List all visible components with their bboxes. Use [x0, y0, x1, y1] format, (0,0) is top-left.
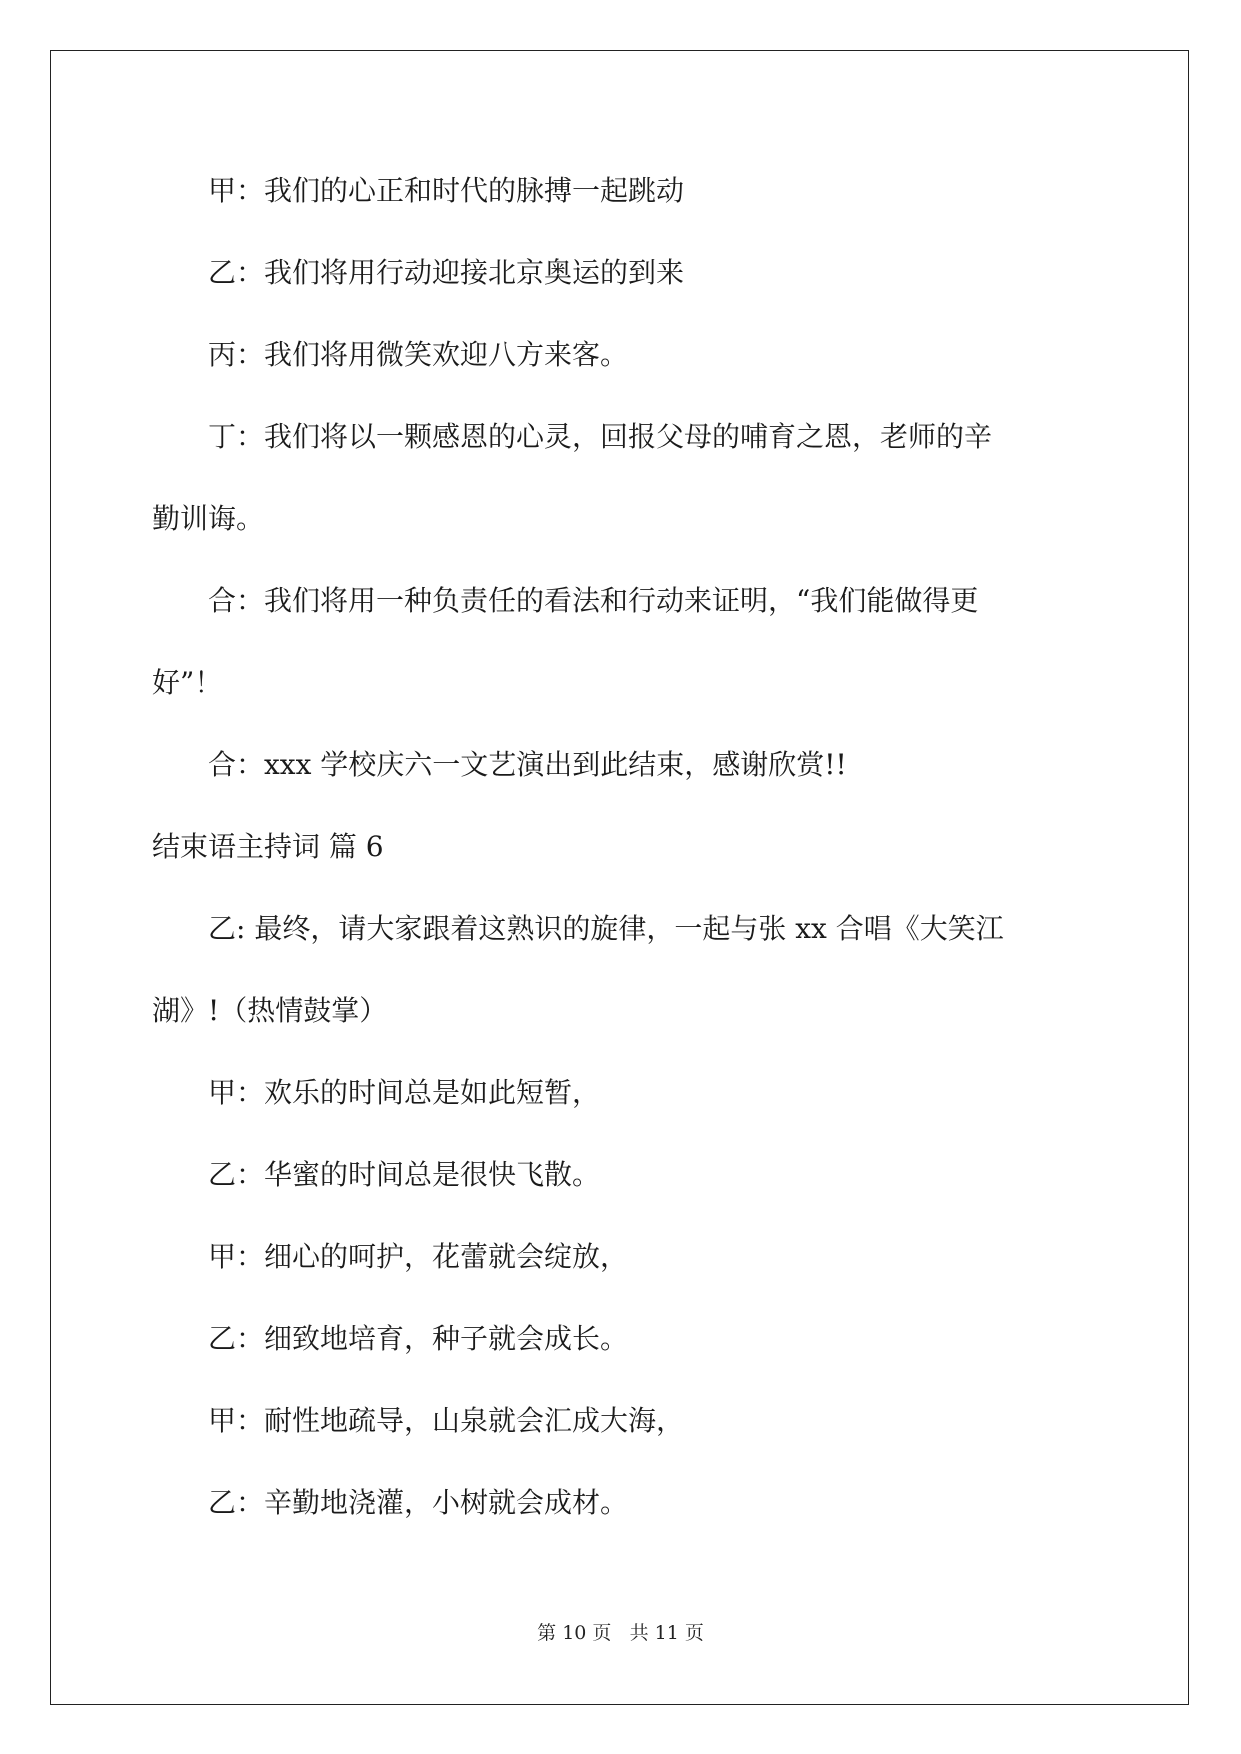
paragraph-line: 好”！ — [152, 666, 223, 699]
paragraph-line: 湖》!（热情鼓掌） — [152, 994, 388, 1027]
paragraph-line: 合：xxx 学校庆六一文艺演出到此结束，感谢欣赏!! — [152, 748, 847, 781]
paragraph-line: 乙：华蜜的时间总是很快飞散。 — [152, 1158, 601, 1191]
paragraph-line: 乙: 最终，请大家跟着这熟识的旋律，一起与张 xx 合唱《大笑江 — [152, 912, 1004, 945]
document-body — [152, 156, 1092, 1550]
section-heading: 结束语主持词 篇 6 — [152, 830, 384, 863]
paragraph-line: 乙：辛勤地浇灌，小树就会成材。 — [152, 1486, 629, 1519]
paragraph-line: 甲：欢乐的时间总是如此短暂， — [152, 1076, 601, 1109]
paragraph-line: 合：我们将用一种负责任的看法和行动来证明，“我们能做得更 — [152, 584, 979, 617]
paragraph-line: 甲：耐性地疏导，山泉就会汇成大海， — [152, 1404, 685, 1437]
paragraph-line: 丙：我们将用微笑欢迎八方来客。 — [152, 338, 629, 371]
paragraph-line: 乙：我们将用行动迎接北京奥运的到来 — [152, 256, 685, 289]
paragraph-line: 乙：细致地培育，种子就会成长。 — [152, 1322, 629, 1355]
page-total: 共 11 页 — [629, 1622, 704, 1644]
page-number: 第 10 页 — [537, 1622, 612, 1644]
paragraph-line: 勤训诲。 — [152, 502, 265, 535]
page-footer — [0, 1618, 1241, 1645]
paragraph-line: 甲：我们的心正和时代的脉搏一起跳动 — [152, 174, 685, 207]
paragraph-line: 丁：我们将以一颗感恩的心灵，回报父母的哺育之恩，老师的辛 — [152, 420, 993, 453]
paragraph-line: 甲：细心的呵护，花蕾就会绽放， — [152, 1240, 629, 1273]
